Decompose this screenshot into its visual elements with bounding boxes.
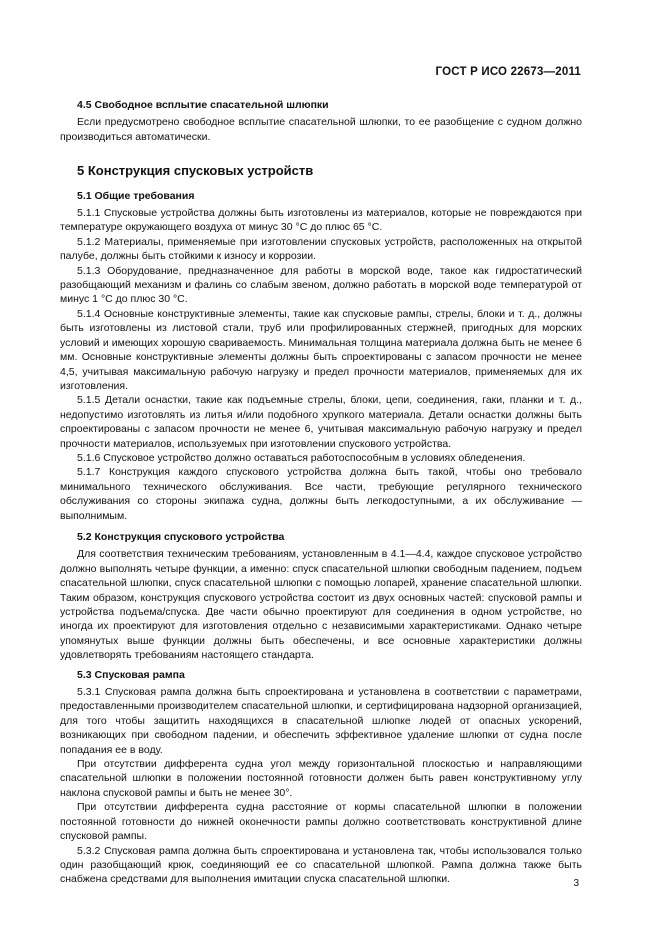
heading-5-2: 5.2 Конструкция спускового устройства (77, 530, 285, 543)
heading-5-1: 5.1 Общие требования (77, 189, 195, 202)
heading-4-5: 4.5 Свободное всплытие спасательной шлюпки (77, 99, 329, 111)
paragraph-5-1-6: 5.1.6 Спусковое устройство должно оставаться работоспособным в условиях обледенения. (77, 451, 526, 464)
paragraph-5-1-3: 5.1.3 Оборудование, предназначенное для работы в морской воде, такое как гидростатический разобщающий механизм и фалинь со слабым звеном, должно работать в морской воде температурой от минус 1 °С до плюс 30 °С. (60, 264, 582, 306)
paragraph-5-3-2: 5.3.2 Спусковая рампа должна быть спроектирована и установлена так, чтобы использовался только один разобщающий крюк, соединяющий ее со спасательной шлюпкой. Рампа должна также быть снабжена средствами для выполнения имитации спуска спасательной шлюпки. (60, 844, 582, 886)
paragraph-5-3-1-c: При отсутствии дифферента судна расстояние от кормы спасательной шлюпки в положении постоянной готовности до нижней оконечности рампы должно соответствовать конструктивной длине спусковой рампы. (60, 801, 582, 843)
paragraph-5-2: Для соответствия техническим требованиям, установленным в 4.1—4.4, каждое спусковое устройство должно выполнять четыре функции, а именно: спуск спасательной шлюпки свободным падением, подъем спасательной шлюпки, спуск спасательной шлюпки с помощью лопарей, хранение спасательной шлюпки. Таким образом, конструкция спускового устройства состоит из двух основных частей: спусковой рампы и устройства подъема/спуска. Две части обычно проектируют для соединения в одном устройстве, но иногда их проектируют для изготовления отдельно с независимыми характеристиками. Однако четыре упомянутых выше функции должны быть обеспечены, и все основные характеристики должны удовлетворять требованиям настоящего стандарта. (60, 548, 582, 662)
page-number: 3 (573, 878, 579, 889)
paragraph-5-1-5: 5.1.5 Детали оснастки, такие как подъемные стрелы, блоки, цепи, соединения, гаки, планки и т. д., недопустимо изготовлять из литья и/или подобного хрупкого материала. Детали оснастки должны быть спроектированы с запасом прочности не менее 6, учитывая максимальную рабочую нагрузку и предел прочности материалов, используемых при изготовлении спускового устройства. (60, 394, 582, 450)
page-body (60, 98, 582, 887)
heading-section-5: 5 Конструкция спусковых устройств (77, 163, 314, 179)
paragraph-5-1-2: 5.1.2 Материалы, применяемые при изготовлении спусковых устройств, расположенных на открытой палубе, должны быть стойкими к износу и коррозии. (60, 235, 582, 263)
paragraph-5-3-1-b: При отсутствии дифферента судна угол между горизонтальной плоскостью и направляющими спасательной шлюпки в положении постоянной готовности должен быть равен конструктивному углу наклона спусковой рампы и быть не менее 30°. (60, 758, 582, 799)
heading-5-3: 5.3 Спусковая рампа (77, 668, 185, 681)
paragraph-5-1-1: 5.1.1 Спусковые устройства должны быть изготовлены из материалов, которые не повреждаются при температуре окружающего воздуха от минус 30 °С до плюс 65 °С. (60, 207, 582, 234)
paragraph-4-5: Если предусмотрено свободное всплытие спасательной шлюпки, то ее разобщение с судном должно производиться автоматически. (60, 116, 582, 143)
standard-code-header: ГОСТ Р ИСО 22673—2011 (435, 66, 581, 78)
paragraph-5-3-1: 5.3.1 Спусковая рампа должна быть спроектирована и установлена в соответствии с параметрами, предоставленными производителем спасательной шлюпки, и сертифицирована надзорной организацией, для того чтобы защитить находящихся в спасательной шлюпке людей от опасных ускорений, возникающих при свободном падении, и обеспечить эффективное удаление шлюпки от судна после попадания ее в воду. (60, 686, 582, 756)
paragraph-5-1-4: 5.1.4 Основные конструктивные элементы, такие как спусковые рампы, стрелы, блоки и т. д., должны быть изготовлены из листовой стали, труб или профилированных стержней, пригодных для морских условий и имеющих хорошую свариваемость. Минимальная толщина материала должна быть не менее 6 мм. Основные конструктивные элементы должны быть спроектированы с запасом прочности не менее 4,5, учитывая максимальную рабочую нагрузку и предел прочности материалов, применяемых для их изготовления. (60, 307, 582, 392)
paragraph-5-1-7: 5.1.7 Конструкция каждого спускового устройства должна быть такой, чтобы оно требовало минимального технического обслуживания. Все части, требующие регулярного технического обслуживания со стороны экипажа судна, должны быть легкодоступными, а их обслуживание — выполнимым. (60, 466, 582, 522)
